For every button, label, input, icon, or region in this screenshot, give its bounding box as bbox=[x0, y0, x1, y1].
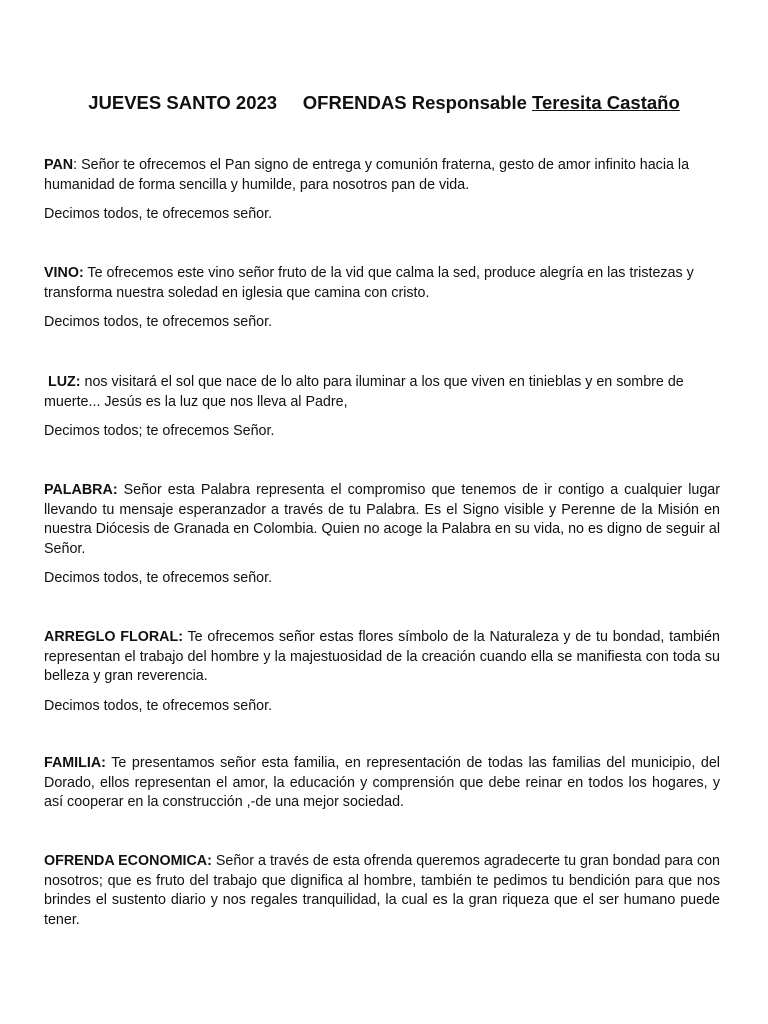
title-event: JUEVES SANTO 2023 bbox=[88, 92, 278, 113]
section-refrain: Decimos todos; te ofrecemos Señor. bbox=[44, 423, 275, 439]
section-label: LUZ: bbox=[47, 374, 81, 390]
section-familia bbox=[44, 754, 720, 813]
section-vino bbox=[44, 264, 720, 333]
section-paragraph bbox=[44, 481, 720, 559]
section-palabra bbox=[44, 481, 720, 589]
section-paragraph bbox=[44, 156, 720, 195]
section-pan bbox=[44, 156, 720, 225]
section-label: ARREGLO FLORAL: bbox=[44, 629, 183, 645]
section-paragraph bbox=[44, 264, 720, 303]
section-refrain: Decimos todos, te ofrecemos señor. bbox=[44, 314, 273, 330]
section-text: Te ofrecemos señor estas flores símbolo de la Naturaleza y de tu bondad, también representan el trabajo del hombre y la majestuosidad de la creación cuando ella se manifiesta con toda su belleza y gran reverencia. bbox=[44, 629, 721, 684]
section-label-separator: : bbox=[73, 157, 78, 173]
page-title bbox=[0, 92, 768, 114]
section-text: Señor esta Palabra representa el compromiso que tenemos de ir contigo a cualquier lugar llevando tu mensaje esperanzador a través de tu Palabra. Es el Signo visible y Perenne de la Misión en nuestra Diócesis de Granada en Colombia. Quien no acoge la Palabra en su vida, no es digno de seguir al Señor. bbox=[44, 482, 720, 557]
section-text: nos visitará el sol que nace de lo alto para iluminar a los que viven en tinieblas y en sombre de muerte... Jesús es la luz que nos lleva al Padre, bbox=[44, 374, 684, 410]
title-offerings: OFRENDAS Responsable bbox=[302, 92, 527, 113]
section-paragraph bbox=[44, 754, 720, 813]
section-label: VINO: bbox=[44, 265, 84, 281]
section-luz bbox=[44, 373, 720, 442]
section-text: Señor a través de esta ofrenda queremos agradecerte tu gran bondad para con nosotros; que es fruto del trabajo que dignifica al hombre, también te pedimos tu bendición para que nos brindes el sustento diario y nos regales tranquilidad, la cual es la gran riqueza que el ser humano puede tener. bbox=[44, 853, 720, 928]
section-refrain: Decimos todos, te ofrecemos señor. bbox=[44, 206, 273, 222]
title-responsible-name: Teresita Castaño bbox=[532, 92, 680, 113]
section-paragraph bbox=[44, 628, 720, 687]
section-text: Señor te ofrecemos el Pan signo de entrega y comunión fraterna, gesto de amor infinito hacia la humanidad de forma sencilla y humilde, para nosotros pan de vida. bbox=[44, 157, 690, 193]
section-text: Te presentamos señor esta familia, en representación de todas las familias del municipio, del Dorado, ellos representan el amor, la educación y comprensión que debe reinar en todos los hogares, y así cooperar en la construcción ,-de una mejor sociedad. bbox=[44, 755, 720, 810]
section-ofrenda-economica bbox=[44, 852, 720, 930]
section-refrain: Decimos todos, te ofrecemos señor. bbox=[44, 697, 273, 714]
section-label: PALABRA: bbox=[44, 482, 118, 498]
section-paragraph bbox=[44, 373, 720, 412]
section-arreglo-floral bbox=[44, 628, 720, 716]
section-label: FAMILIA: bbox=[44, 755, 106, 771]
section-text: Te ofrecemos este vino señor fruto de la vid que calma la sed, produce alegría en las tristezas y transforma nuestra soledad en iglesia que camina con cristo. bbox=[44, 265, 694, 301]
section-label: PAN bbox=[44, 157, 74, 173]
section-label: OFRENDA ECONOMICA: bbox=[44, 853, 212, 869]
section-refrain: Decimos todos, te ofrecemos señor. bbox=[44, 570, 273, 586]
section-paragraph bbox=[44, 852, 720, 930]
